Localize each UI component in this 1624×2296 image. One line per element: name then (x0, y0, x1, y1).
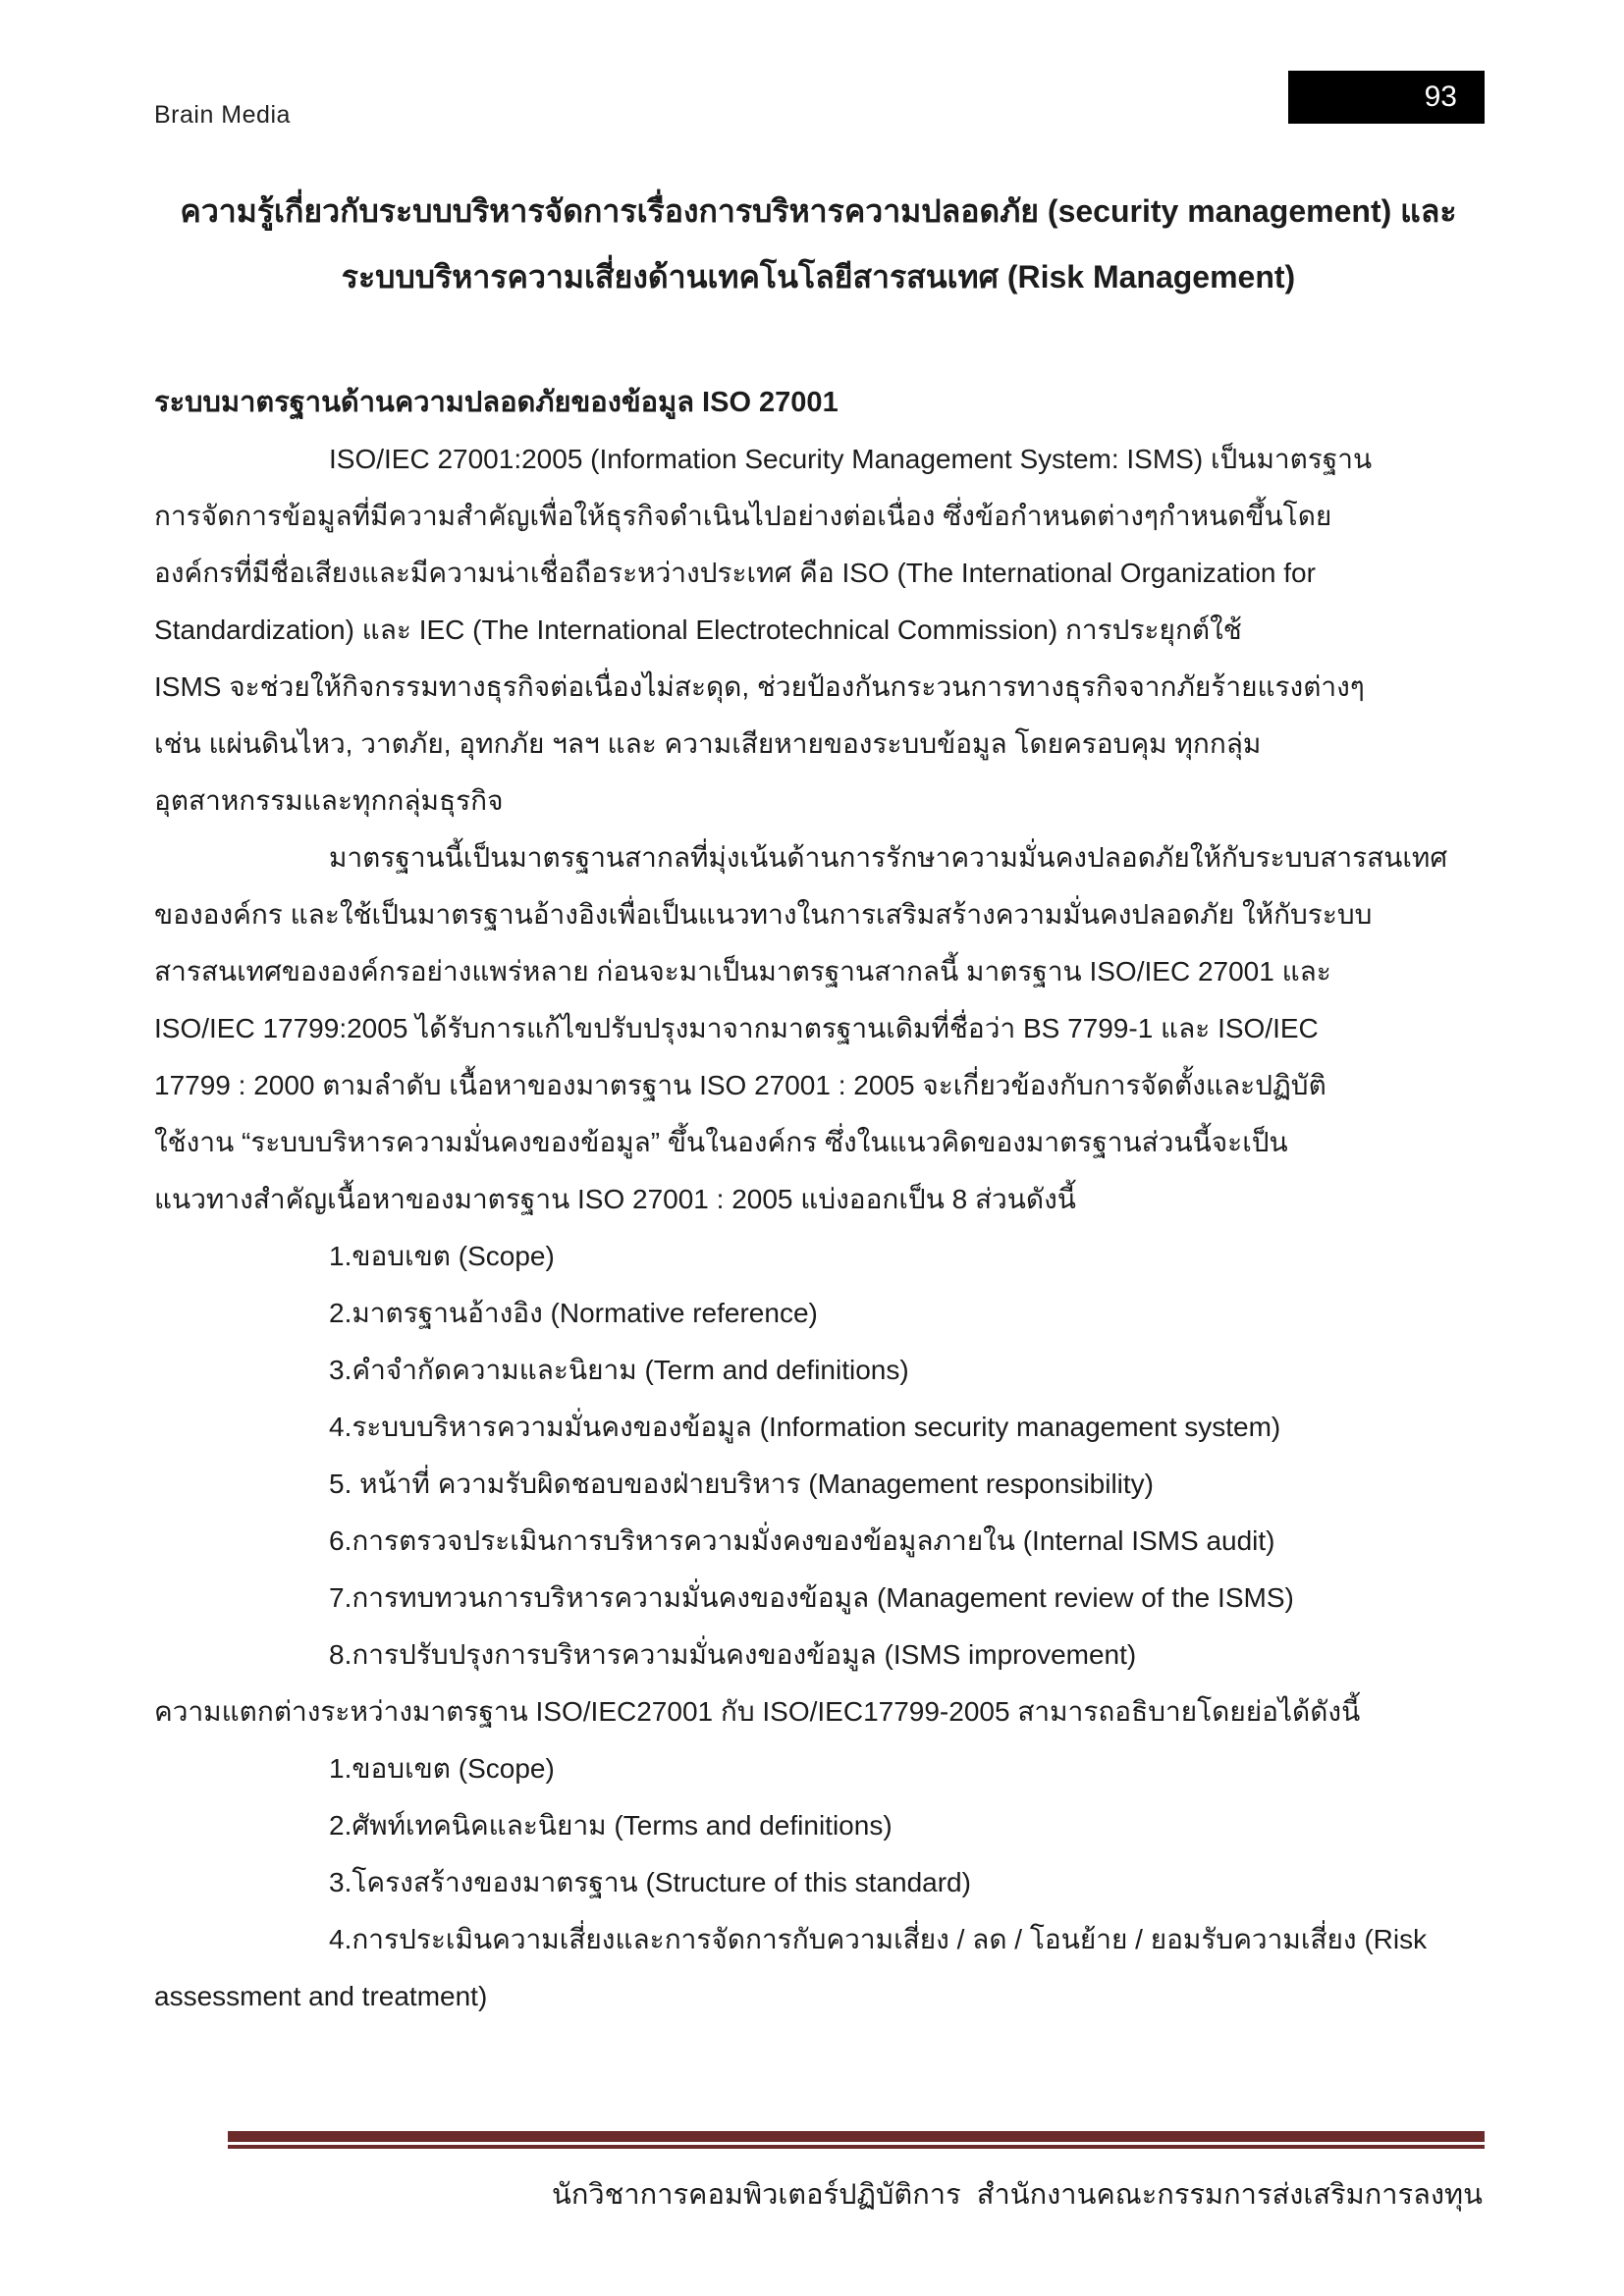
body-line: assessment and treatment) (154, 1981, 488, 2011)
body-line: การจัดการข้อมูลที่มีความสำคัญเพื่อให้ธุรกิจดำเนินไปอย่างต่อเนื่อง ซึ่งข้อกำหนดต่างๆกำหนดขึ้นโดย (154, 501, 1332, 531)
body-line: แนวทางสำคัญเนื้อหาของมาตรฐาน ISO 27001 : 2005 แบ่งออกเป็น 8 ส่วนดังนี้ (154, 1184, 1076, 1214)
body-line: 3.คำจำกัดความและนิยาม (Term and definitions) (329, 1355, 909, 1385)
document-body (154, 374, 1483, 2025)
section-heading: ระบบมาตรฐานด้านความปลอดภัยของข้อมูล ISO 27001 (154, 387, 839, 418)
body-line: 6.การตรวจประเมินการบริหารความมั่งคงของข้อมูลภายใน (Internal ISMS audit) (329, 1525, 1275, 1556)
body-line: 5. หน้าที่ ความรับผิดชอบของฝ่ายบริหาร (Management responsibility) (329, 1468, 1154, 1499)
body-line: 1.ขอบเขต (Scope) (329, 1241, 555, 1271)
body-line: ขององค์กร และใช้เป็นมาตรฐานอ้างอิงเพื่อเป็นแนวทางในการเสริมสร้างความมั่นคงปลอดภัย ให้กับระบบ (154, 899, 1373, 930)
footer-rule-thick (228, 2131, 1485, 2142)
body-line: 17799 : 2000 ตามลำดับ เนื้อหาของมาตรฐาน ISO 27001 : 2005 จะเกี่ยวข้องกับการจัดตั้งและปฏิบัติ (154, 1070, 1326, 1100)
body-line: 8.การปรับปรุงการบริหารความมั่นคงของข้อมูล (ISMS improvement) (329, 1639, 1137, 1670)
title-line-2: ระบบบริหารความเสี่ยงด้านเทคโนโลยีสารสนเทศ (Risk Management) (341, 259, 1296, 294)
page-number-badge (1288, 71, 1485, 124)
body-line: มาตรฐานนี้เป็นมาตรฐานสากลที่มุ่งเน้นด้านการรักษาความมั่นคงปลอดภัยให้กับระบบสารสนเทศ (329, 842, 1448, 873)
body-line: องค์กรที่มีชื่อเสียงและมีความน่าเชื่อถือระหว่างประเทศ คือ ISO (The International Organization for (154, 558, 1316, 588)
page-number: 93 (1424, 80, 1457, 113)
body-line: ความแตกต่างระหว่างมาตรฐาน ISO/IEC27001 กับ ISO/IEC17799-2005 สามารถอธิบายโดยย่อได้ดังนี้ (154, 1696, 1361, 1727)
document-title (154, 179, 1483, 310)
body-line: ใช้งาน “ระบบบริหารความมั่นคงของข้อมูล” ขึ้นในองค์กร ซึ่งในแนวคิดของมาตรฐานส่วนนี้จะเป็น (154, 1127, 1288, 1157)
body-line: 3.โครงสร้างของมาตรฐาน (Structure of this standard) (329, 1867, 971, 1897)
footer-text: นักวิชาการคอมพิวเตอร์ปฏิบัติการ สำนักงานคณะกรรมการส่งเสริมการลงทุน (552, 2179, 1483, 2211)
title-line-1: ความรู้เกี่ยวกับระบบบริหารจัดการเรื่องการบริหารความปลอดภัย (security management) และ (180, 193, 1457, 229)
body-line: ISO/IEC 17799:2005 ได้รับการแก้ไขปรับปรุงมาจากมาตรฐานเดิมที่ชื่อว่า BS 7799-1 และ ISO/IEC (154, 1013, 1319, 1043)
body-line: สารสนเทศขององค์กรอย่างแพร่หลาย ก่อนจะมาเป็นมาตรฐานสากลนี้ มาตรฐาน ISO/IEC 27001 และ (154, 956, 1331, 987)
body-line: 4.การประเมินความเสี่ยงและการจัดการกับความเสี่ยง / ลด / โอนย้าย / ยอมรับความเสี่ยง (Risk (329, 1924, 1428, 1954)
body-line: 4.ระบบบริหารความมั่นคงของข้อมูล (Information security management system) (329, 1412, 1281, 1442)
footer-rule-thin (228, 2145, 1485, 2149)
body-line: 1.ขอบเขต (Scope) (329, 1753, 555, 1784)
body-line: ISMS จะช่วยให้กิจกรรมทางธุรกิจต่อเนื่องไม่สะดุด, ช่วยป้องกันกระวนการทางธุรกิจจากภัยร้ายแรงต่างๆ (154, 671, 1365, 702)
body-lines (154, 431, 1483, 2025)
body-line: อุตสาหกรรมและทุกกลุ่มธุรกิจ (154, 785, 504, 816)
body-line: เช่น แผ่นดินไหว, วาตภัย, อุทกภัย ฯลฯ และ ความเสียหายของระบบข้อมูล โดยครอบคุม ทุกกลุ่ม (154, 728, 1262, 759)
body-line: Standardization) และ IEC (The International Electrotechnical Commission) การประยุกต์ใช้ (154, 614, 1242, 645)
body-line: ISO/IEC 27001:2005 (Information Security Management System: ISMS) เป็นมาตรฐาน (329, 444, 1373, 474)
brand-label: Brain Media (154, 101, 291, 129)
body-line: 2.มาตรฐานอ้างอิง (Normative reference) (329, 1298, 818, 1328)
body-line: 7.การทบทวนการบริหารความมั่นคงของข้อมูล (Management review of the ISMS) (329, 1582, 1294, 1613)
body-line: 2.ศัพท์เทคนิคและนิยาม (Terms and definitions) (329, 1810, 893, 1841)
